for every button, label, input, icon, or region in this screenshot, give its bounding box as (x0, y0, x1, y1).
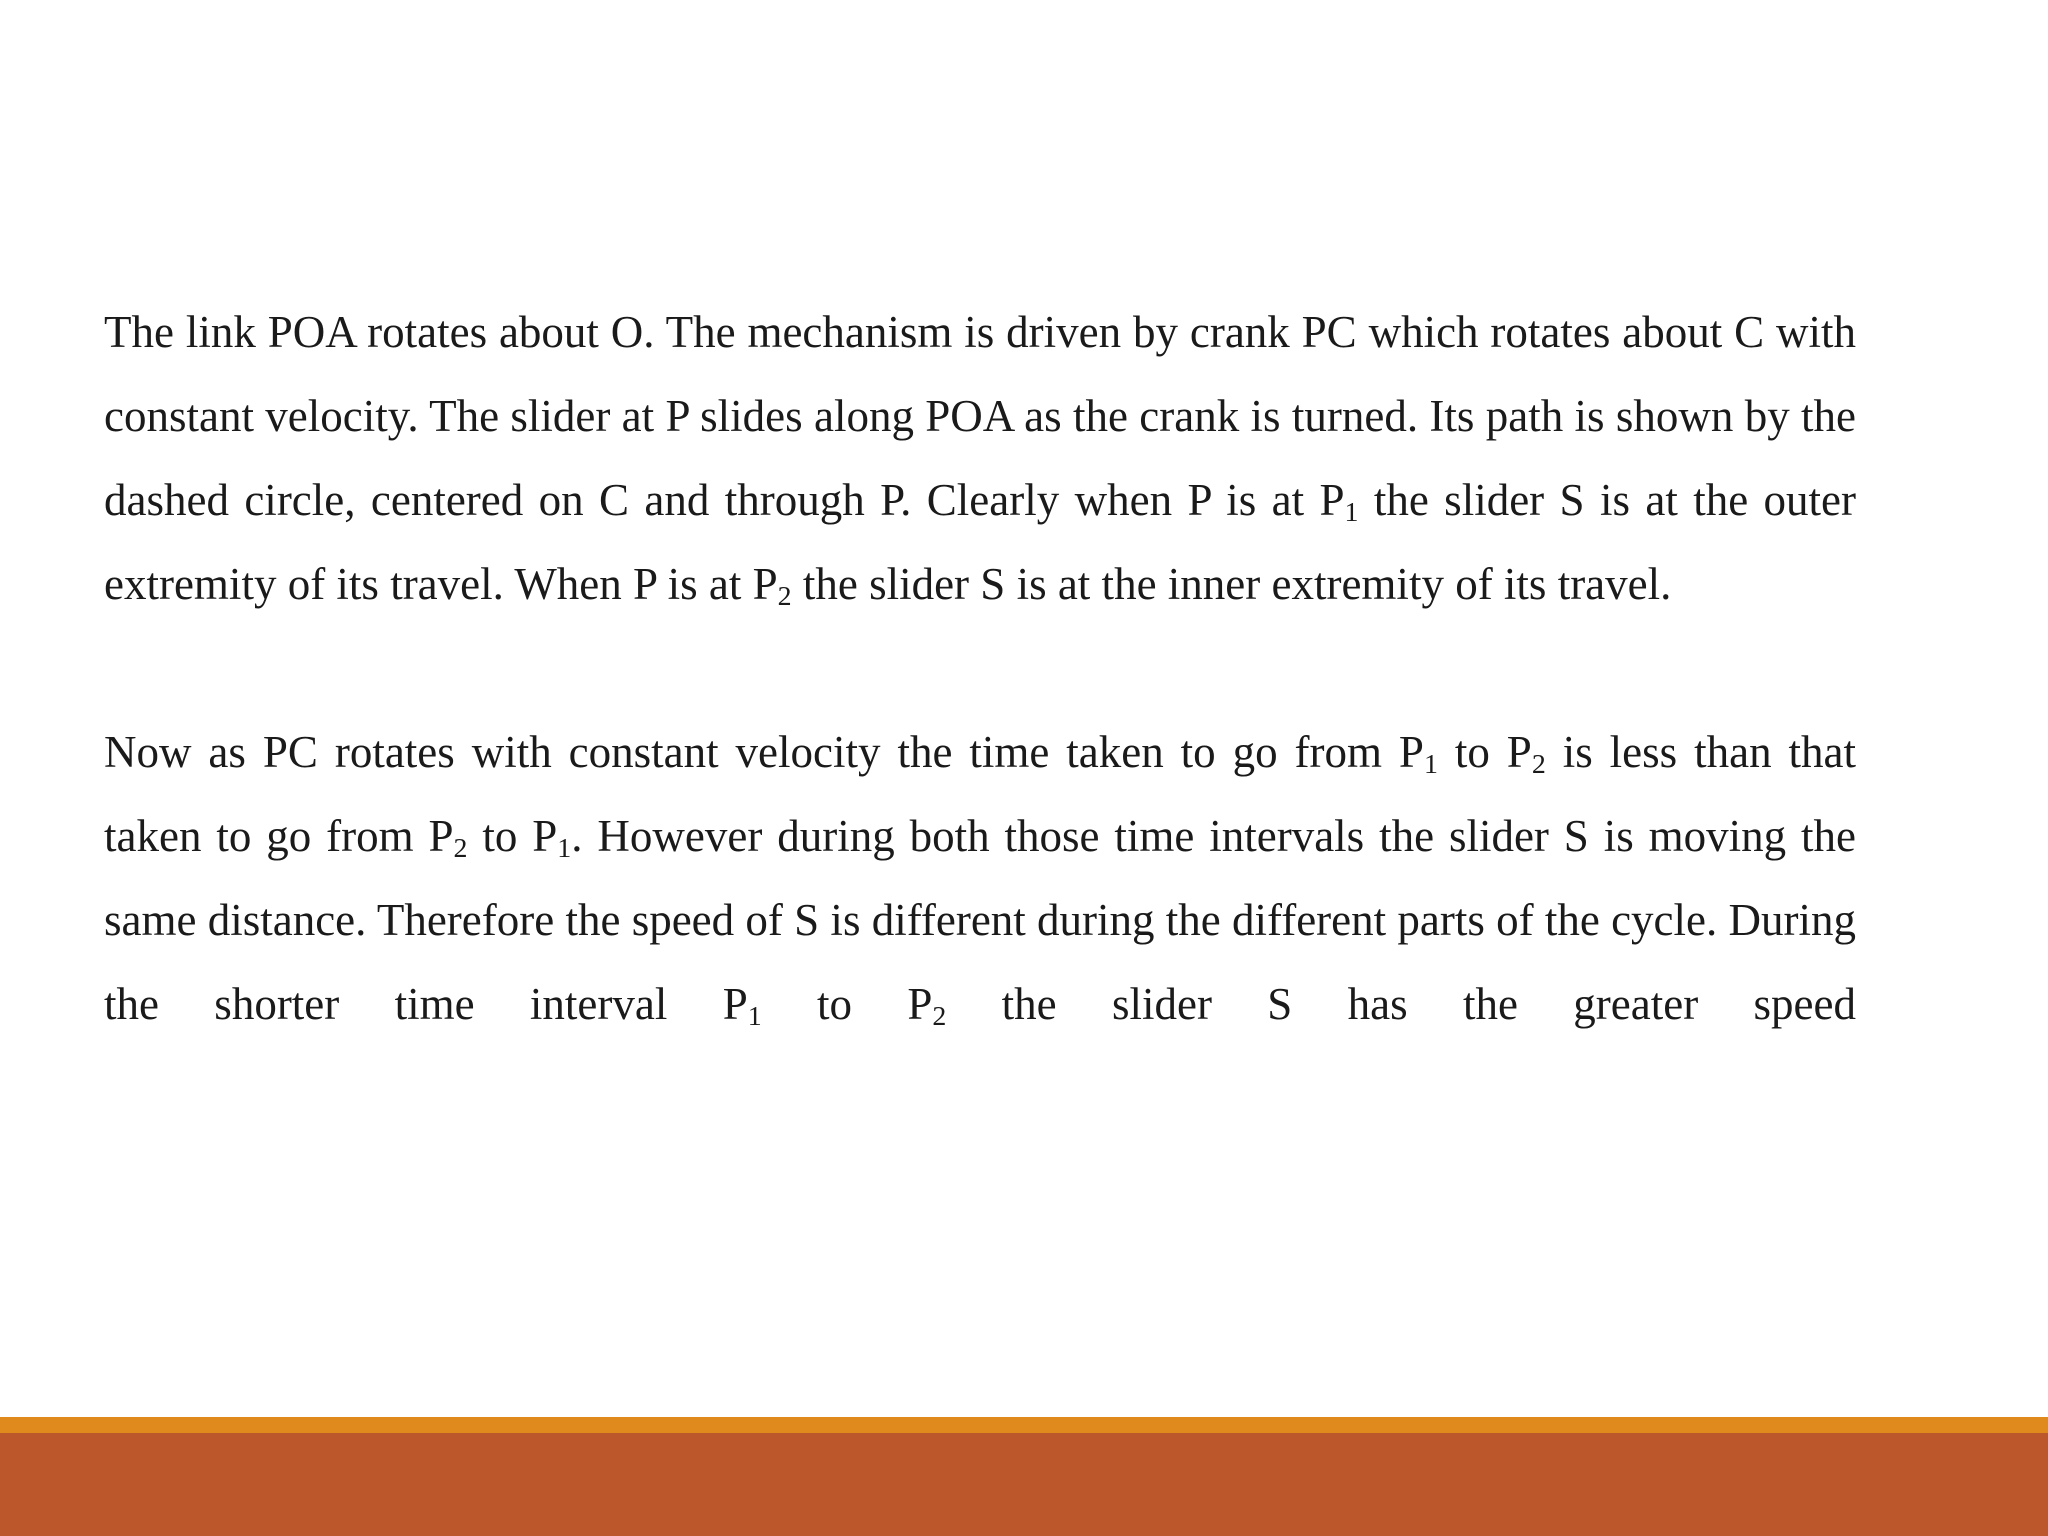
subscript: 2 (1531, 749, 1546, 781)
text-run: the slider S is at the inner extremity of its travel. (791, 559, 1672, 609)
text-run: . However during both those time intervals the slider S is moving the same distance. Therefore the speed of S is different during the different parts of the cycle. During the shorter time interval P (104, 811, 1857, 1029)
subscript: 1 (1423, 749, 1438, 781)
slide-text-block (104, 290, 1856, 1046)
text-run: The link POA rotates about O. The mechanism is driven by crank PC which rotates about C with constant velocity. The slider at P slides along POA as the crank is turned. Its path is shown by the dashed circle, centered on C and through P. Clearly when P is at P (104, 307, 1856, 525)
text-run: to P (467, 811, 558, 861)
text-run: is less than that taken to go from P (104, 727, 1856, 861)
subscript: 2 (777, 581, 792, 613)
footer-band (0, 1433, 2048, 1536)
text-run: the slider S is at the outer extremity of its travel. When P is at P (104, 475, 1857, 609)
subscript: 2 (453, 833, 468, 865)
text-run: Now as PC rotates with constant velocity the time taken to go from P (104, 727, 1424, 777)
text-run: to P (761, 979, 933, 1029)
text-run: the slider S has the greater speed (946, 979, 1856, 1029)
subscript: 2 (932, 1001, 947, 1033)
paragraph-2 (104, 710, 1856, 1046)
subscript: 1 (1344, 497, 1359, 529)
subscript: 1 (557, 833, 572, 865)
paragraph-1 (104, 290, 1856, 626)
subscript: 1 (747, 1001, 762, 1033)
text-run: to P (1437, 727, 1532, 777)
footer-accent-stripe (0, 1417, 2048, 1433)
